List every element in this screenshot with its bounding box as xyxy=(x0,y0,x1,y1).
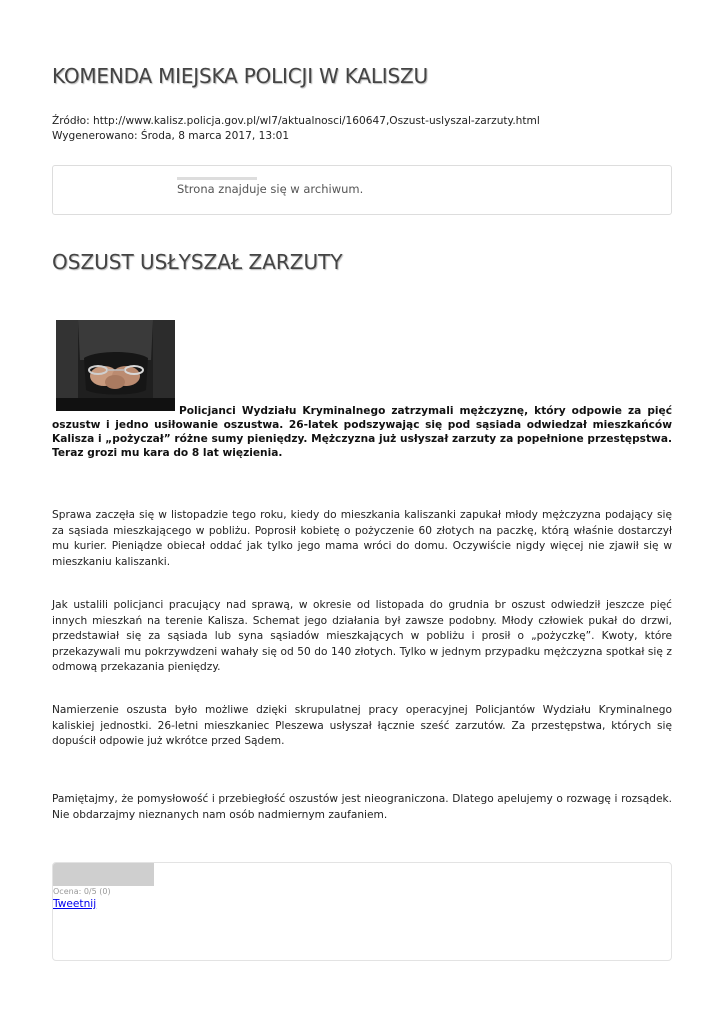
source-line: Źródło: http://www.kalisz.policja.gov.pl/wl7/aktualnosci/160647,Oszust-uslyszal-zarzuty.html xyxy=(52,115,540,127)
site-title: KOMENDA MIEJSKA POLICJI W KALISZU xyxy=(52,64,428,88)
generated-line: Wygenerowano: Środa, 8 marca 2017, 13:01 xyxy=(52,130,290,142)
article-paragraph: Namierzenie oszusta było możliwe dzięki skrupulatnej pracy operacyjnej Policjantów Wydziału Kryminalnego kaliskiej jednostki. 26-letni mieszkaniec Pleszewa usłyszał łącznie sześć zarzutów. Za przestępstwa, których się dopuścił odpowie już wkrótce przed Sądem. xyxy=(52,704,672,747)
archive-message: Strona znajduje się w archiwum. xyxy=(177,182,364,196)
archive-notice xyxy=(52,165,672,215)
article-lead: Policjanci Wydziału Kryminalnego zatrzymali mężczyznę, który odpowie za pięć oszustw i jedno usiłowanie oszustwa. 26-latek podszywając się pod sąsiada odwiedzał mieszkańców Kalisza i „pożyczał” różne sumy pieniędzy. Mężczyzna już usłyszał zarzuty za popełnione przestępstwa. Teraz grozi mu kara do 8 lat więzienia. xyxy=(52,405,672,459)
rating-stars[interactable] xyxy=(53,863,154,886)
archive-divider xyxy=(177,177,257,180)
tweet-link[interactable]: Tweetnij xyxy=(53,898,97,910)
article-paragraph: Sprawa zaczęła się w listopadzie tego roku, kiedy do mieszkania kaliszanki zapukał młody mężczyzna podający się za sąsiada mieszkającego w pobliżu. Poprosił kobietę o pożyczenie 60 złotych na paczkę, którą właśnie dostarczył mu kurier. Pieniądze obiecał oddać jak tylko jego mama wróci do domu. Oczywiście nigdy więcej nie zjawił się w mieszkaniu kaliszanki. xyxy=(52,509,672,568)
article-title: OSZUST USŁYSZAŁ ZARZUTY xyxy=(52,250,343,274)
article-paragraph: Pamiętajmy, że pomysłowość i przebiegłość oszustów jest nieograniczona. Dlatego apelujemy o rozwagę i rozsądek. Nie obdarzajmy nieznanych nam osób nadmiernym zaufaniem. xyxy=(52,793,672,821)
rating-panel xyxy=(52,862,672,961)
article-photo xyxy=(56,320,175,411)
document-meta xyxy=(52,114,540,144)
rating-text: Ocena: 0/5 (0) xyxy=(53,887,111,896)
article-paragraph: Jak ustalili policjanci pracujący nad sprawą, w okresie od listopada do grudnia br oszust odwiedził jeszcze pięć innych mieszkań na terenie Kalisza. Schemat jego działania był zawsze podobny. Młody człowiek pukał do drzwi, przedstawiał się za sąsiada lub syna sąsiadów mieszkających w pobliżu i prosił o „pożyczkę”. Kwoty, które przekazywali mu pokrzywdzeni wahały się od 50 do 140 złotych. Tylko w jednym przypadku mężczyzna spotkał się z odmową przekazania pieniędzy. xyxy=(52,599,672,673)
